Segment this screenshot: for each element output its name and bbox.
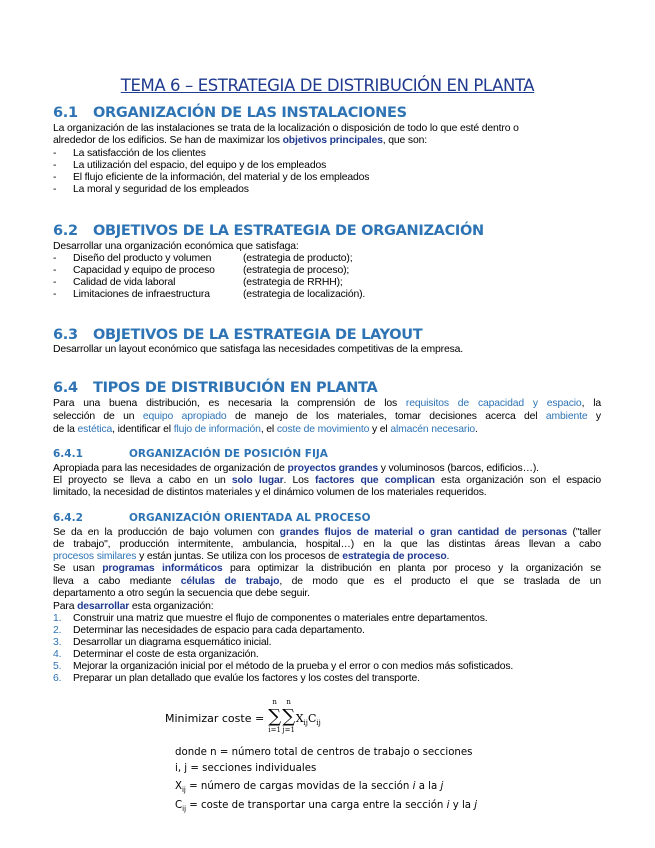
paragraph-line: El proyecto se lleva a cabo en un solo lugar. Los factores que complican esta organización son el espacio [53,475,601,486]
subsection-number: 6.4.2 [53,512,83,524]
paragraph-line: limitado, la necesidad de distintos materiales y el dinámico volumen de los materiales requeridos. [53,487,487,498]
link-term: ambiente [545,411,588,422]
paragraph-line: Apropiada para las necesidades de organización de proyectos grandes y voluminosos (barcos, edificios…). [53,463,539,474]
section-number: 6.2 [53,223,78,239]
list-item: - Diseño del producto y volumen (estrategia de producto); [53,253,353,264]
paragraph-line: alrededor de los edificios. Se han de maximizar los objetivos principales, que son: [53,135,427,146]
page-title: TEMA 6 – ESTRATEGIA DE DISTRIBUCIÓN EN PLANTA [120,76,535,95]
paragraph-line: selección de un equipo apropiado de manejo de los materiales, tomar decisiones acerca del ambiente y [53,411,601,422]
formula-legend-line: $X_{ij}$ = número de cargas movidas de la sección i a la j [175,781,444,794]
section-6-1-heading [53,105,407,121]
paragraph-line: Se da en la producción de bajo volumen con grandes flujos de material o gran cantidad de personas ("taller [53,527,601,538]
subsection-number: 6.4.1 [53,448,83,460]
link-term: coste de movimiento [276,424,370,435]
link-term: requisitos de capacidad y espacio [405,398,582,409]
link-term: flujo de información [173,424,261,435]
section-6-3-heading [53,327,422,343]
section-6-4-heading [53,380,377,396]
list-item: - Limitaciones de infraestructura (estrategia de localización). [53,289,366,300]
highlight-term: proyectos grandes [287,463,378,474]
highlight-term: programas informáticos [102,563,223,574]
paragraph-line: Para una buena distribución, es necesaria la comprensión de los requisitos de capacidad y espacio, la [53,398,601,409]
paragraph-line: La organización de las instalaciones se trata de la localización o disposición de todo lo que esté dentro o [53,123,519,134]
highlight-term: solo lugar [231,475,284,486]
highlight-term: grandes flujos de material o gran cantidad de personas [279,527,567,538]
highlight-term: objetivos principales [282,135,383,146]
formula-legend-line: i, j = secciones individuales [175,763,317,774]
numbered-item: 3. Desarrollar un diagrama esquemático inicial. [53,637,272,648]
paragraph-line: Desarrollar un layout económico que satisfaga las necesidades competitivas de la empresa. [53,344,464,355]
link-term: equipo apropiado [142,411,227,422]
list-item: - La satisfacción de los clientes [53,148,206,159]
numbered-item: 6. Preparar un plan detallado que evalúe los factores y los costes del transporte. [53,673,420,684]
paragraph-line: Para desarrollar esta organización: [53,601,214,612]
list-item: - Capacidad y equipo de proceso (estrategia de proceso); [53,265,350,276]
section-title: ORGANIZACIÓN DE LAS INSTALACIONES [93,105,407,121]
section-title: OBJETIVOS DE LA ESTRATEGIA DE ORGANIZACIÓN [93,223,484,239]
subsection-6-4-1-heading [53,448,328,460]
formula-legend-line: donde n = número total de centros de trabajo o secciones [175,747,473,758]
section-number: 6.1 [53,105,78,121]
highlight-term: estrategia de proceso [342,551,447,562]
section-number: 6.3 [53,327,78,343]
paragraph-line: Desarrollar una organización económica que satisfaga: [53,241,299,252]
formula-legend-line: $C_{ij}$ = coste de transportar una carga entre la sección i y la j [175,800,478,813]
subsection-title: ORGANIZACIÓN DE POSICIÓN FIJA [129,448,328,460]
highlight-term: células de trabajo [180,576,280,587]
paragraph-line: Se usan programas informáticos para optimizar la distribución en planta por proceso y la organización se [53,563,601,574]
link-term: estética [77,424,113,435]
paragraph-line: procesos similares y están juntas. Se utiliza con los procesos de estrategia de proceso. [53,551,450,562]
section-title: OBJETIVOS DE LA ESTRATEGIA DE LAYOUT [93,327,423,343]
subsection-title: ORGANIZACIÓN ORIENTADA AL PROCESO [129,512,371,524]
numbered-item: 5. Mejorar la organización inicial por el método de la prueba y el error o con medios más sofisticados. [53,661,514,672]
section-number: 6.4 [53,380,78,396]
paragraph-line: lleva a cabo mediante células de trabajo, de modo que es el producto el que se traslada de un [53,576,601,587]
cost-formula: Minimizar coste = ∑ n i=1 ∑ n j=1 $X_{ij}C_{ij}$ [165,698,321,734]
list-item: - La moral y seguridad de los empleados [53,184,249,195]
subsection-6-4-2-heading [53,512,371,524]
sum-symbol: ∑ n j=1 [282,698,296,734]
list-item: - El flujo eficiente de la información, del material y de los empleados [53,172,370,183]
highlight-term: desarrollar [77,601,130,612]
section-6-2-heading [53,223,484,239]
link-term: almacén necesario [390,424,475,435]
section-title: TIPOS DE DISTRIBUCIÓN EN PLANTA [93,380,378,396]
paragraph-line: departamento a otro según la secuencia que debe seguir. [53,588,310,599]
formula-label: Minimizar coste = [165,712,268,725]
list-item: - Calidad de vida laboral (estrategia de RRHH); [53,277,343,288]
paragraph-line: de la estética, identificar el flujo de información, el coste de movimiento y el almacén necesario. [53,424,478,435]
sum-symbol: ∑ n i=1 [268,698,282,734]
numbered-item: 2. Determinar las necesidades de espacio para cada departamento. [53,625,365,636]
numbered-item: 4. Determinar el coste de esta organización. [53,649,259,660]
highlight-term: factores que complican [315,475,435,486]
link-term: procesos similares [53,551,137,562]
list-item: - La utilización del espacio, del equipo y de los empleados [53,160,327,171]
numbered-item: 1. Construir una matriz que muestre el flujo de componentes o materiales entre departamentos. [53,613,488,624]
paragraph-line: de trabajo", producción intermitente, ambulancia, hospital…) en la que las distintas áreas llevan a cabo [53,539,601,550]
